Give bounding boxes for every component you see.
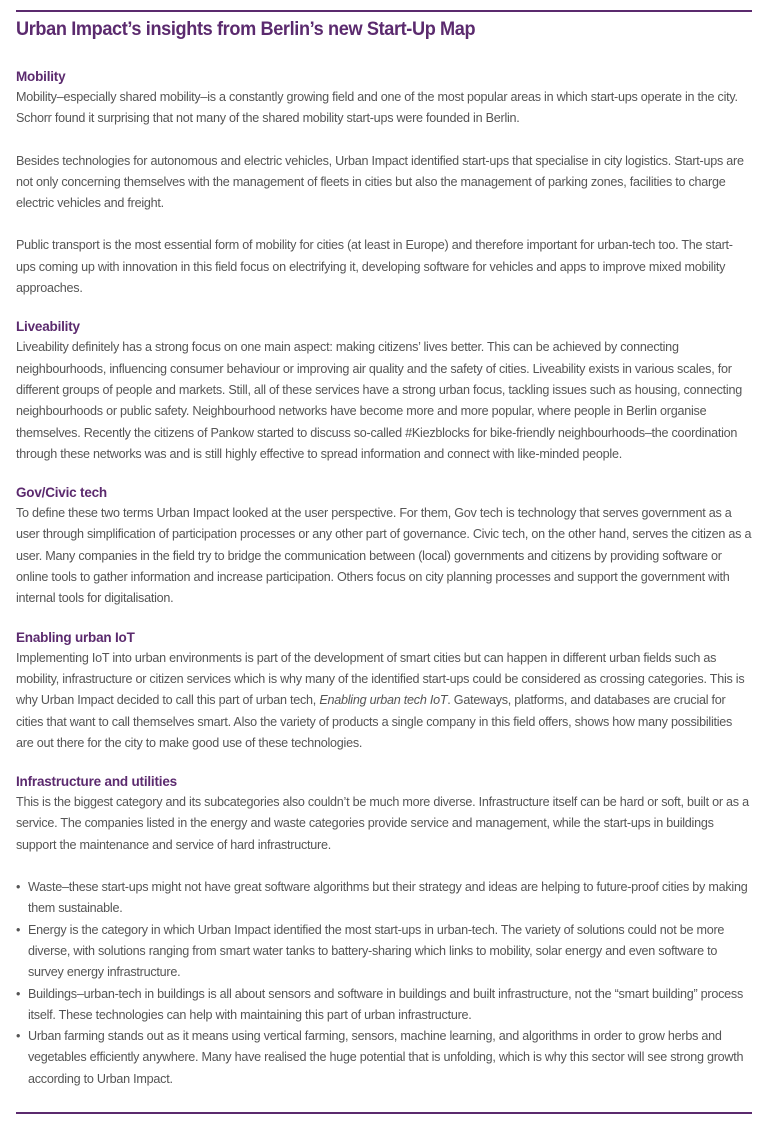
emphasized-term: Enabling urban tech IoT	[319, 693, 448, 708]
section-heading: Infrastructure and utilities	[16, 774, 177, 790]
paragraph: Mobility–especially shared mobility–is a constantly growing field and one of the most popular areas in which start-ups operate in the city. Schorr found it surprising that not many of the shared mobility start-ups were founded in Berlin.	[16, 90, 738, 126]
paragraph	[16, 648, 752, 754]
section-infrastructure-utilities	[16, 771, 752, 1090]
list-item	[16, 920, 752, 984]
list-item-text: Waste–these start-ups might not have great software algorithms but their strategy and ideas are helping to future-proof cities by making them sustainable.	[28, 880, 748, 916]
bullet-icon: •	[16, 986, 21, 1001]
article-body	[16, 66, 752, 1107]
section-gov-civic-tech	[16, 482, 752, 609]
section-heading: Gov/Civic tech	[16, 485, 107, 501]
list-item-text: Urban farming stands out as it means using vertical farming, sensors, machine learning, and algorithms in order to grow herbs and vegetables efficiently anywhere. Many have realised the huge potential that is unfolding, which is why this sector will see strong growth according to Urban Impact.	[28, 1029, 744, 1086]
bullet-list	[16, 877, 752, 1090]
bullet-icon: •	[16, 880, 21, 895]
list-item	[16, 1026, 752, 1090]
section-mobility	[16, 66, 752, 299]
paragraph-text: . Gateways, platforms, and databases are crucial for cities that want to call themselves smart. Also the variety of products a single company in this field offers, shows how many possibilities are out there for the city to make good use of these technologies.	[16, 693, 733, 750]
list-item-text: Energy is the category in which Urban Impact identified the most start-ups in urban-tech. The variety of solutions could not be more diverse, with solutions ranging from smart water tanks to battery-sharing which links to mobility, solar energy and even software to survey energy infrastructure.	[28, 922, 725, 980]
bottom-divider	[16, 1112, 752, 1114]
paragraph: Besides technologies for autonomous and electric vehicles, Urban Impact identified start-ups that specialise in city logistics. Start-ups are not only concerning themselves with the management of fleets in cities but also the management of parking zones, facilities to charge electric vehicles and freight.	[16, 153, 744, 211]
section-liveability	[16, 316, 752, 465]
section-enabling-urban-iot	[16, 627, 752, 754]
section-heading: Liveability	[16, 319, 80, 335]
section-heading: Mobility	[16, 69, 66, 84]
paragraph: This is the biggest category and its subcategories also couldn’t be much more diverse. Infrastructure itself can be hard or soft, built or as a service. The companies listed in the energy and waste categories provide service and management, while the start-ups in buildings support the maintenance and service of hard infrastructure.	[16, 795, 749, 852]
article-title: Urban Impact’s insights from Berlin’s new Start-Up Map	[16, 18, 476, 40]
paragraph: Liveability definitely has a strong focus on one main aspect: making citizens’ lives better. This can be achieved by connecting neighbourhoods, influencing consumer behaviour or improving air quality and the safety of cities. Liveability exists in various scales, for different groups of people and markets. Still, all of these services have a strong urban focus, tackling issues such as housing, connecting neighbourhoods or public safety. Neighbourhood networks have become more and more popular, where people in Berlin organise themselves. Recently the citizens of Pankow started to discuss so-called #Kiezblocks for bike-friendly neighbourhoods–the coordination through these networks was and is still highly effective to spread information and connect with like-minded people.	[16, 340, 742, 461]
paragraph: Public transport is the most essential form of mobility for cities (at least in Europe) and therefore important for urban-tech too. The start-ups coming up with innovation in this field focus on electrifying it, developing software for vehicles and apps to improve mixed mobility approaches.	[16, 238, 733, 296]
paragraph: To define these two terms Urban Impact looked at the user perspective. For them, Gov tech is technology that serves government as a user through simplification of participation processes or any other part of governance. Civic tech, on the other hand, serves the citizen as a user. Many companies in the field try to bridge the communication between (local) governments and citizens by providing software or online tools to gather information and increase participation. Others focus on city planning processes and support the government with internal tools for digitalisation.	[16, 506, 752, 606]
list-item	[16, 877, 752, 920]
list-item-text: Buildings–urban-tech in buildings is all about sensors and software in buildings and built infrastructure, not the “smart building” process itself. These technologies can help with maintaining this part of urban infrastructure.	[28, 986, 743, 1022]
top-divider	[16, 10, 752, 12]
bullet-icon: •	[16, 1029, 21, 1044]
section-heading: Enabling urban IoT	[16, 629, 135, 645]
list-item	[16, 984, 752, 1027]
paragraph-text: Implementing IoT into urban environments is part of the development of smart cities but can happen in different urban fields such as mobility, infrastructure or citizen services which is why many of the identified start-ups could be considered as crossing categories. This is why Urban Impact decided to call this part of urban tech,	[16, 650, 745, 708]
bullet-icon: •	[16, 922, 21, 937]
